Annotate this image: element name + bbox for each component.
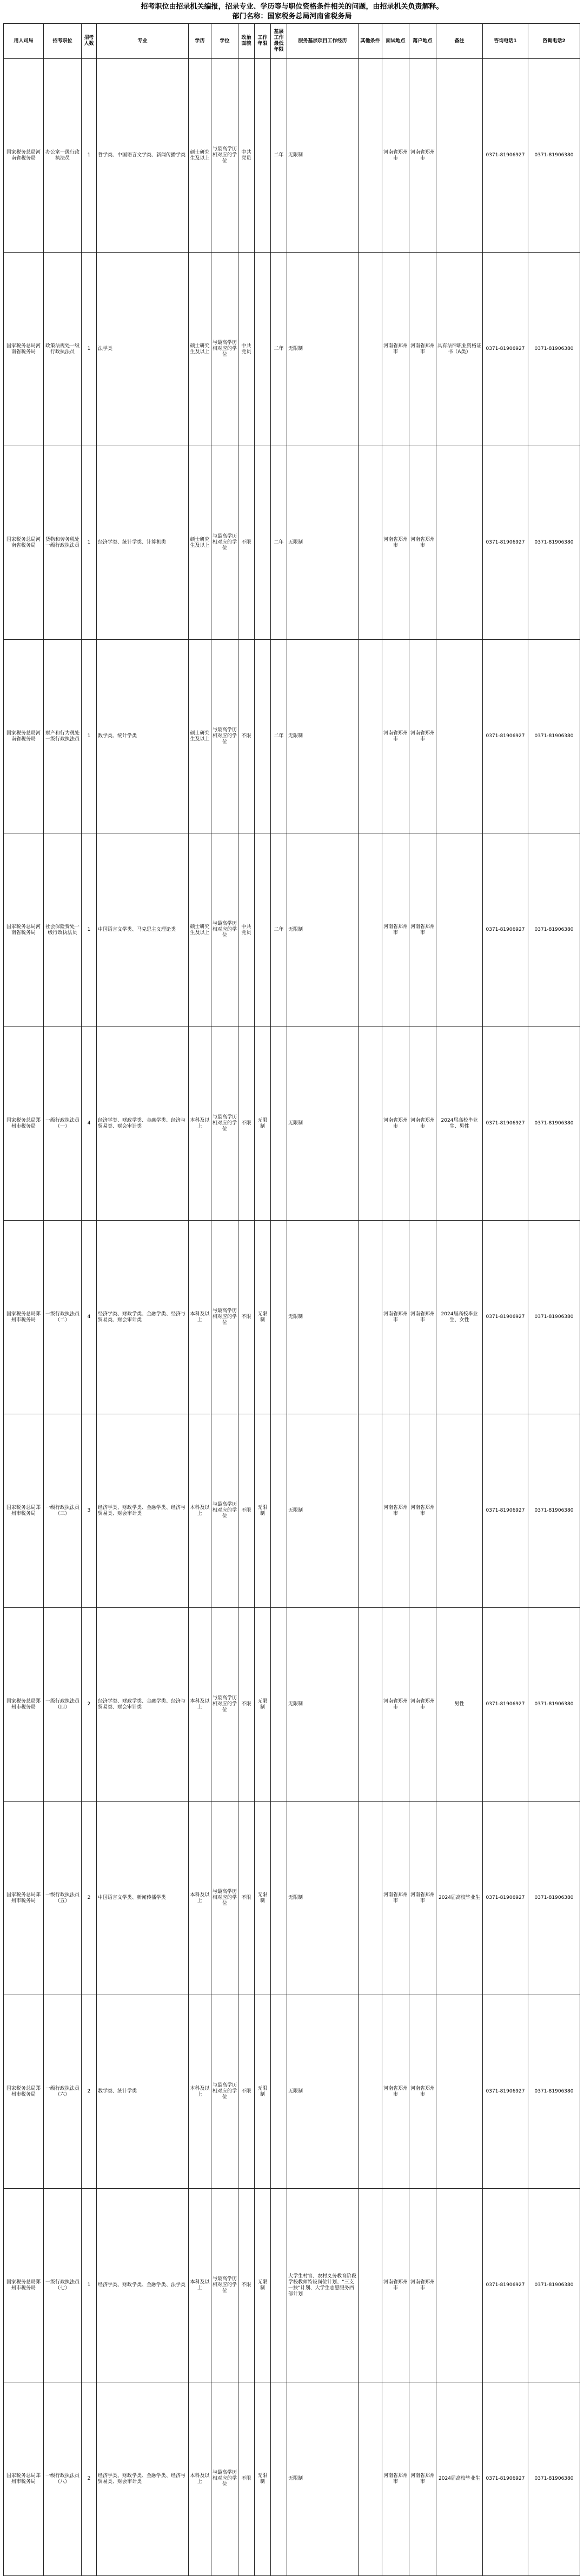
cell-other-conditions: [359, 2189, 382, 2382]
cell-phone-2: 0371-81906380: [528, 1414, 580, 1608]
cell-headcount: 4: [82, 1027, 97, 1221]
cell-phone-2: 0371-81906380: [528, 1027, 580, 1221]
cell-settlement-location: 河南省郑州市: [409, 2189, 436, 2382]
column-header: 落户地点: [409, 24, 436, 59]
cell-education: 硕士研究生及以上: [189, 640, 211, 833]
cell-remarks: [436, 1414, 483, 1608]
cell-headcount: 1: [82, 640, 97, 833]
cell-interview-location: 河南省郑州市: [382, 2382, 409, 2576]
cell-grassroots-program: 无限制: [287, 1027, 359, 1221]
table-row: [4, 1414, 580, 1608]
cell-other-conditions: [359, 1414, 382, 1608]
cell-remarks: [436, 640, 483, 833]
cell-education: 本科及以上: [189, 1027, 211, 1221]
cell-agency: 国家税务总局郑州市税务局: [4, 2382, 44, 2576]
cell-phone-1: 0371-81906927: [483, 1414, 528, 1608]
cell-settlement-location: 河南省郑州市: [409, 1802, 436, 1995]
cell-position: 货物和劳务税处一级行政执法员: [44, 446, 82, 640]
cell-grassroots-program: 无限制: [287, 1995, 359, 2189]
cell-other-conditions: [359, 833, 382, 1027]
cell-agency: 国家税务总局郑州市税务局: [4, 1995, 44, 2189]
cell-grassroots-years: 二年: [271, 833, 287, 1027]
column-header: 专业: [97, 24, 189, 59]
column-header: 咨询电话1: [483, 24, 528, 59]
cell-agency: 国家税务总局郑州市税务局: [4, 1802, 44, 1995]
cell-degree: 与最高学历相对应的学位: [211, 1414, 238, 1608]
cell-political-status: 不限: [238, 446, 255, 640]
cell-phone-1: 0371-81906927: [483, 2189, 528, 2382]
cell-other-conditions: [359, 1027, 382, 1221]
cell-settlement-location: 河南省郑州市: [409, 2382, 436, 2576]
cell-education: 硕士研究生及以上: [189, 833, 211, 1027]
column-header: 政治面貌: [238, 24, 255, 59]
cell-settlement-location: 河南省郑州市: [409, 253, 436, 446]
cell-agency: 国家税务总局郑州市税务局: [4, 2189, 44, 2382]
cell-remarks: [436, 2189, 483, 2382]
cell-phone-1: 0371-81906927: [483, 446, 528, 640]
cell-agency: 国家税务总局河南省税务局: [4, 640, 44, 833]
cell-settlement-location: 河南省郑州市: [409, 446, 436, 640]
cell-work-years: 无限制: [255, 1027, 271, 1221]
cell-education: 本科及以上: [189, 1221, 211, 1414]
column-header: 学位: [211, 24, 238, 59]
cell-position: 一级行政执法员（八）: [44, 2382, 82, 2576]
cell-remarks: 具有法律职业资格证书（A类）: [436, 253, 483, 446]
cell-phone-2: 0371-81906380: [528, 2382, 580, 2576]
cell-grassroots-program: 无限制: [287, 1221, 359, 1414]
table-row: [4, 2189, 580, 2382]
cell-degree: 与最高学历相对应的学位: [211, 2382, 238, 2576]
cell-degree: 与最高学历相对应的学位: [211, 1608, 238, 1802]
cell-grassroots-years: 二年: [271, 640, 287, 833]
cell-interview-location: 河南省郑州市: [382, 1414, 409, 1608]
cell-headcount: 2: [82, 1995, 97, 2189]
cell-other-conditions: [359, 1608, 382, 1802]
table-row: [4, 1608, 580, 1802]
cell-grassroots-years: [271, 2189, 287, 2382]
cell-grassroots-program: 无限制: [287, 59, 359, 253]
table-row: [4, 59, 580, 253]
cell-interview-location: 河南省郑州市: [382, 253, 409, 446]
cell-interview-location: 河南省郑州市: [382, 59, 409, 253]
cell-political-status: 不限: [238, 2189, 255, 2382]
cell-position: 财产和行为税处一级行政执法员: [44, 640, 82, 833]
cell-remarks: [436, 59, 483, 253]
table-row: [4, 2382, 580, 2576]
cell-phone-2: 0371-81906380: [528, 446, 580, 640]
cell-phone-1: 0371-81906927: [483, 833, 528, 1027]
cell-degree: 与最高学历相对应的学位: [211, 1027, 238, 1221]
cell-remarks: [436, 1995, 483, 2189]
cell-phone-2: 0371-81906380: [528, 1608, 580, 1802]
cell-headcount: 4: [82, 1221, 97, 1414]
column-header: 招考人数: [82, 24, 97, 59]
cell-headcount: 2: [82, 1608, 97, 1802]
cell-phone-2: 0371-81906380: [528, 1802, 580, 1995]
cell-settlement-location: 河南省郑州市: [409, 1027, 436, 1221]
cell-headcount: 2: [82, 1802, 97, 1995]
cell-grassroots-years: [271, 2382, 287, 2576]
cell-work-years: 无限制: [255, 1802, 271, 1995]
cell-other-conditions: [359, 640, 382, 833]
table-row: [4, 446, 580, 640]
cell-political-status: 中共党员: [238, 833, 255, 1027]
cell-agency: 国家税务总局郑州市税务局: [4, 1221, 44, 1414]
cell-headcount: 3: [82, 1414, 97, 1608]
cell-settlement-location: 河南省郑州市: [409, 1995, 436, 2189]
cell-major: 中国语言文学类、马克思主义理论类: [97, 833, 189, 1027]
cell-phone-2: 0371-81906380: [528, 833, 580, 1027]
cell-degree: 与最高学历相对应的学位: [211, 2189, 238, 2382]
cell-degree: 与最高学历相对应的学位: [211, 446, 238, 640]
cell-position: 一级行政执法员（二）: [44, 1221, 82, 1414]
cell-phone-2: 0371-81906380: [528, 1995, 580, 2189]
cell-work-years: [255, 446, 271, 640]
cell-degree: 与最高学历相对应的学位: [211, 253, 238, 446]
cell-other-conditions: [359, 2382, 382, 2576]
cell-major: 经济学类、财政学类、金融学类、经济与贸易类、财会审计类: [97, 2382, 189, 2576]
table-row: [4, 1995, 580, 2189]
cell-degree: 与最高学历相对应的学位: [211, 1802, 238, 1995]
cell-political-status: 不限: [238, 640, 255, 833]
cell-work-years: 无限制: [255, 1608, 271, 1802]
column-header: 基层工作最低年限: [271, 24, 287, 59]
cell-grassroots-years: 二年: [271, 446, 287, 640]
cell-degree: 与最高学历相对应的学位: [211, 59, 238, 253]
cell-headcount: 1: [82, 833, 97, 1027]
cell-major: 经济学类、财政学类、金融学类、经济与贸易类、财会审计类: [97, 1414, 189, 1608]
cell-major: 哲学类、中国语言文学类、新闻传播学类: [97, 59, 189, 253]
page-title: 招考职位由招录机关编报，招录专业、学历等与职位资格条件相关的问题，由招录机关负责解释。: [141, 3, 443, 11]
department-name: 部门名称：国家税务总局河南省税务局: [232, 12, 352, 21]
cell-political-status: 不限: [238, 1608, 255, 1802]
cell-interview-location: 河南省郑州市: [382, 833, 409, 1027]
cell-interview-location: 河南省郑州市: [382, 446, 409, 640]
cell-major: 经济学类、统计学类、计算机类: [97, 446, 189, 640]
table-row: [4, 640, 580, 833]
cell-agency: 国家税务总局河南省税务局: [4, 833, 44, 1027]
cell-interview-location: 河南省郑州市: [382, 1608, 409, 1802]
cell-settlement-location: 河南省郑州市: [409, 833, 436, 1027]
cell-work-years: 无限制: [255, 1414, 271, 1608]
column-header: 备注: [436, 24, 483, 59]
cell-position: 政策法规处一级行政执法员: [44, 253, 82, 446]
cell-agency: 国家税务总局郑州市税务局: [4, 1608, 44, 1802]
cell-grassroots-years: 二年: [271, 59, 287, 253]
table-row: [4, 1221, 580, 1414]
cell-education: 本科及以上: [189, 1802, 211, 1995]
cell-grassroots-program: 无限制: [287, 1608, 359, 1802]
cell-agency: 国家税务总局河南省税务局: [4, 446, 44, 640]
cell-grassroots-years: 二年: [271, 253, 287, 446]
cell-agency: 国家税务总局郑州市税务局: [4, 1027, 44, 1221]
column-header: 用人司局: [4, 24, 44, 59]
column-header: 工作年限: [255, 24, 271, 59]
cell-political-status: 不限: [238, 1802, 255, 1995]
cell-political-status: 不限: [238, 2382, 255, 2576]
table-row: [4, 833, 580, 1027]
cell-political-status: 不限: [238, 1414, 255, 1608]
cell-remarks: [436, 833, 483, 1027]
cell-agency: 国家税务总局河南省税务局: [4, 59, 44, 253]
cell-position: 社会保险费处一级行政执法员: [44, 833, 82, 1027]
cell-education: 本科及以上: [189, 1414, 211, 1608]
cell-grassroots-years: [271, 1802, 287, 1995]
cell-other-conditions: [359, 1802, 382, 1995]
cell-headcount: 1: [82, 59, 97, 253]
cell-major: 经济学类、财政学类、金融学类、经济与贸易类、财会审计类: [97, 1608, 189, 1802]
table-row: [4, 1802, 580, 1995]
cell-political-status: 不限: [238, 1221, 255, 1414]
cell-phone-1: 0371-81906927: [483, 1802, 528, 1995]
cell-work-years: 无限制: [255, 2382, 271, 2576]
cell-settlement-location: 河南省郑州市: [409, 1414, 436, 1608]
table-header-row: [4, 24, 580, 59]
cell-other-conditions: [359, 1995, 382, 2189]
cell-settlement-location: 河南省郑州市: [409, 1608, 436, 1802]
cell-phone-1: 0371-81906927: [483, 1027, 528, 1221]
cell-education: 本科及以上: [189, 1995, 211, 2189]
cell-phone-2: 0371-81906380: [528, 59, 580, 253]
cell-phone-1: 0371-81906927: [483, 59, 528, 253]
cell-education: 本科及以上: [189, 2189, 211, 2382]
cell-position: 一级行政执法员（四）: [44, 1608, 82, 1802]
cell-major: 经济学类、财政学类、金融学类、法学类: [97, 2189, 189, 2382]
cell-work-years: [255, 833, 271, 1027]
column-header: 招考职位: [44, 24, 82, 59]
cell-work-years: 无限制: [255, 1221, 271, 1414]
cell-education: 硕士研究生及以上: [189, 446, 211, 640]
cell-position: 一级行政执法员（五）: [44, 1802, 82, 1995]
cell-phone-1: 0371-81906927: [483, 253, 528, 446]
cell-education: 本科及以上: [189, 1608, 211, 1802]
cell-interview-location: 河南省郑州市: [382, 1995, 409, 2189]
cell-work-years: 无限制: [255, 2189, 271, 2382]
cell-headcount: 2: [82, 2382, 97, 2576]
column-header: 其他条件: [359, 24, 382, 59]
cell-degree: 与最高学历相对应的学位: [211, 1221, 238, 1414]
cell-settlement-location: 河南省郑州市: [409, 640, 436, 833]
cell-major: 数学类、统计学类: [97, 1995, 189, 2189]
cell-grassroots-program: 无限制: [287, 446, 359, 640]
job-table: [3, 23, 580, 2576]
cell-political-status: 不限: [238, 1995, 255, 2189]
cell-grassroots-program: 无限制: [287, 2382, 359, 2576]
cell-settlement-location: 河南省郑州市: [409, 1221, 436, 1414]
column-header: 面试地点: [382, 24, 409, 59]
cell-headcount: 1: [82, 253, 97, 446]
cell-other-conditions: [359, 1221, 382, 1414]
cell-remarks: 2024届高校毕业生、女性: [436, 1221, 483, 1414]
cell-interview-location: 河南省郑州市: [382, 2189, 409, 2382]
cell-remarks: 2024届高校毕业生: [436, 1802, 483, 1995]
cell-major: 法学类: [97, 253, 189, 446]
column-header: 服务基层项目工作经历: [287, 24, 359, 59]
cell-political-status: 中共党员: [238, 59, 255, 253]
cell-position: 一级行政执法员（一）: [44, 1027, 82, 1221]
cell-position: 一级行政执法员（七）: [44, 2189, 82, 2382]
cell-grassroots-program: 无限制: [287, 1802, 359, 1995]
cell-phone-1: 0371-81906927: [483, 1995, 528, 2189]
cell-major: 经济学类、财政学类、金融学类、经济与贸易类、财会审计类: [97, 1221, 189, 1414]
cell-work-years: 无限制: [255, 1995, 271, 2189]
cell-education: 硕士研究生及以上: [189, 253, 211, 446]
cell-other-conditions: [359, 253, 382, 446]
cell-education: 硕士研究生及以上: [189, 59, 211, 253]
cell-phone-2: 0371-81906380: [528, 2189, 580, 2382]
cell-grassroots-years: [271, 1608, 287, 1802]
cell-phone-2: 0371-81906380: [528, 640, 580, 833]
cell-agency: 国家税务总局郑州市税务局: [4, 1414, 44, 1608]
cell-phone-1: 0371-81906927: [483, 1221, 528, 1414]
cell-grassroots-years: [271, 1027, 287, 1221]
cell-phone-1: 0371-81906927: [483, 2382, 528, 2576]
cell-remarks: 男性: [436, 1608, 483, 1802]
cell-remarks: 2024届高校毕业生、男性: [436, 1027, 483, 1221]
cell-work-years: [255, 59, 271, 253]
cell-phone-1: 0371-81906927: [483, 640, 528, 833]
cell-education: 本科及以上: [189, 2382, 211, 2576]
cell-degree: 与最高学历相对应的学位: [211, 1995, 238, 2189]
cell-remarks: 2024届高校毕业生: [436, 2382, 483, 2576]
cell-interview-location: 河南省郑州市: [382, 640, 409, 833]
cell-interview-location: 河南省郑州市: [382, 1221, 409, 1414]
cell-other-conditions: [359, 59, 382, 253]
cell-position: 一级行政执法员（六）: [44, 1995, 82, 2189]
cell-phone-1: 0371-81906927: [483, 1608, 528, 1802]
cell-settlement-location: 河南省郑州市: [409, 59, 436, 253]
cell-degree: 与最高学历相对应的学位: [211, 640, 238, 833]
cell-agency: 国家税务总局河南省税务局: [4, 253, 44, 446]
cell-grassroots-program: 无限制: [287, 833, 359, 1027]
cell-degree: 与最高学历相对应的学位: [211, 833, 238, 1027]
cell-position: 一级行政执法员（三）: [44, 1414, 82, 1608]
cell-other-conditions: [359, 446, 382, 640]
cell-major: 中国语言文学类、新闻传播学类: [97, 1802, 189, 1995]
cell-remarks: [436, 446, 483, 640]
cell-work-years: [255, 253, 271, 446]
cell-major: 经济学类、财政学类、金融学类、经济与贸易类、财会审计类: [97, 1027, 189, 1221]
cell-grassroots-years: [271, 1995, 287, 2189]
cell-interview-location: 河南省郑州市: [382, 1802, 409, 1995]
table-row: [4, 1027, 580, 1221]
column-header: 咨询电话2: [528, 24, 580, 59]
cell-grassroots-program: 无限制: [287, 1414, 359, 1608]
column-header: 学历: [189, 24, 211, 59]
cell-grassroots-program: 大学生村官、农村义务教育阶段学校教师特设岗位计划、“三支一扶”计划、大学生志愿服务西部计划: [287, 2189, 359, 2382]
cell-work-years: [255, 640, 271, 833]
cell-phone-2: 0371-81906380: [528, 253, 580, 446]
cell-political-status: 中共党员: [238, 253, 255, 446]
cell-interview-location: 河南省郑州市: [382, 1027, 409, 1221]
cell-headcount: 1: [82, 446, 97, 640]
cell-grassroots-program: 无限制: [287, 640, 359, 833]
cell-headcount: 1: [82, 2189, 97, 2382]
cell-grassroots-years: [271, 1221, 287, 1414]
cell-grassroots-program: 无限制: [287, 253, 359, 446]
table-row: [4, 253, 580, 446]
cell-grassroots-years: [271, 1414, 287, 1608]
cell-phone-2: 0371-81906380: [528, 1221, 580, 1414]
cell-major: 数学类、统计学类: [97, 640, 189, 833]
cell-political-status: 不限: [238, 1027, 255, 1221]
cell-position: 办公室一级行政执法员: [44, 59, 82, 253]
